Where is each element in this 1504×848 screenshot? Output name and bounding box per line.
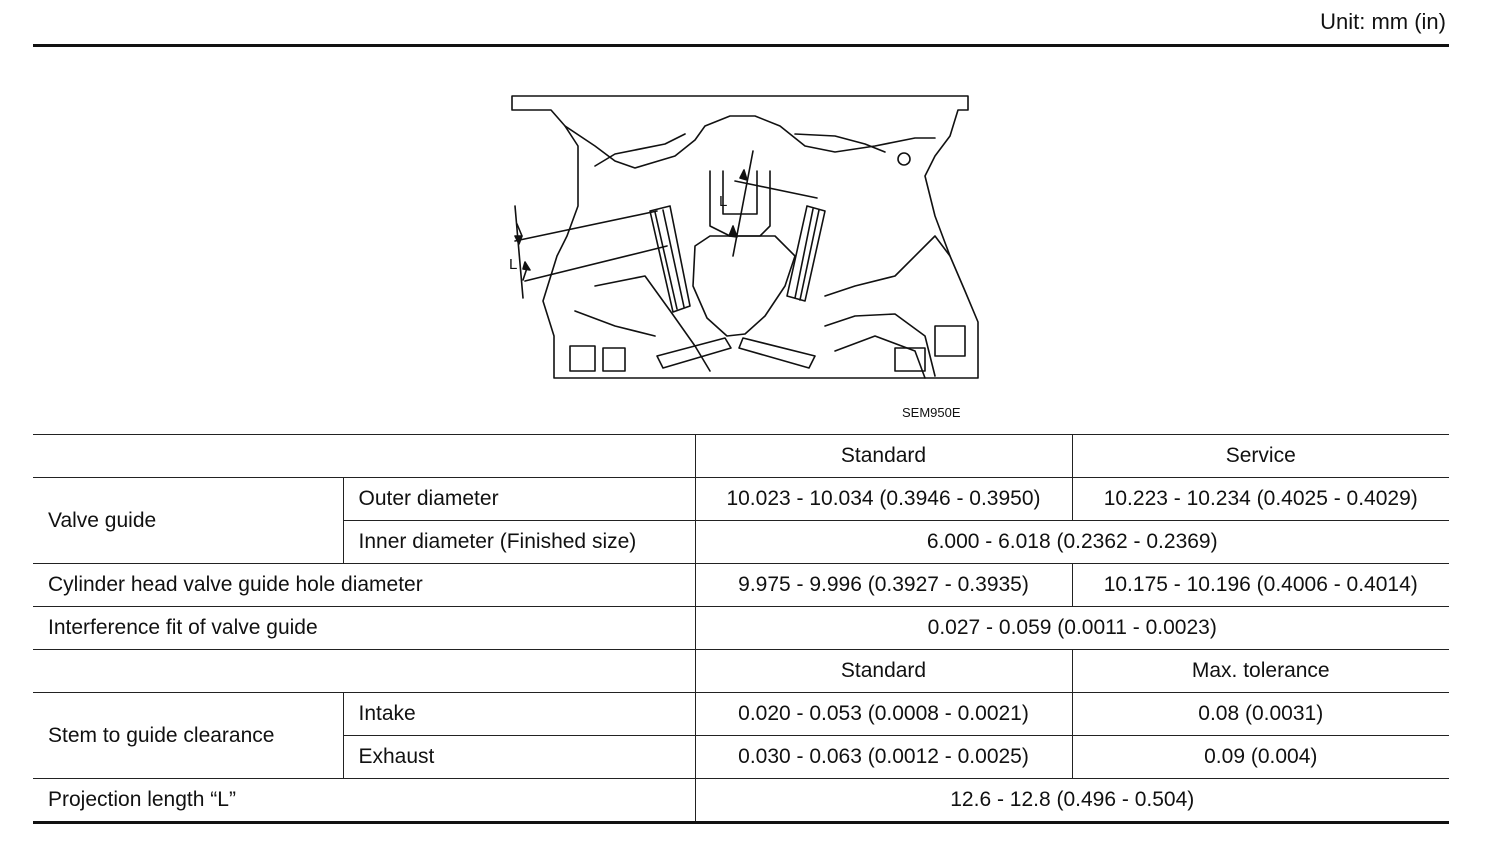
intake-standard: 0.020 - 0.053 (0.0008 - 0.0021) bbox=[695, 693, 1072, 736]
subheader-standard: Standard bbox=[695, 650, 1072, 693]
unit-label: Unit: mm (in) bbox=[1320, 9, 1446, 34]
outer-diameter-service: 10.223 - 10.234 (0.4025 - 0.4029) bbox=[1072, 478, 1449, 521]
table-row bbox=[33, 564, 1449, 607]
top-rule bbox=[33, 44, 1449, 47]
table-row bbox=[33, 607, 1449, 650]
intake-max-tolerance: 0.08 (0.0031) bbox=[1072, 693, 1449, 736]
projection-length-label: Projection length “L” bbox=[33, 779, 695, 823]
projection-length-value: 12.6 - 12.8 (0.496 - 0.504) bbox=[695, 779, 1449, 823]
hole-diameter-label: Cylinder head valve guide hole diameter bbox=[33, 564, 695, 607]
inner-diameter-label: Inner diameter (Finished size) bbox=[343, 521, 695, 564]
outer-diameter-label: Outer diameter bbox=[343, 478, 695, 521]
header-service: Service bbox=[1072, 435, 1449, 478]
table-row bbox=[33, 693, 1449, 736]
figure-code: SEM950E bbox=[902, 405, 961, 420]
interference-fit-label: Interference fit of valve guide bbox=[33, 607, 695, 650]
interference-fit-value: 0.027 - 0.059 (0.0011 - 0.0023) bbox=[695, 607, 1449, 650]
hole-diameter-service: 10.175 - 10.196 (0.4006 - 0.4014) bbox=[1072, 564, 1449, 607]
hole-diameter-standard: 9.975 - 9.996 (0.3927 - 0.3935) bbox=[695, 564, 1072, 607]
exhaust-label: Exhaust bbox=[343, 736, 695, 779]
stem-clearance-label: Stem to guide clearance bbox=[33, 693, 343, 779]
table-row bbox=[33, 478, 1449, 521]
table-header-row bbox=[33, 435, 1449, 478]
table-subheader-row bbox=[33, 650, 1449, 693]
header-standard: Standard bbox=[695, 435, 1072, 478]
valve-guide-diagram bbox=[495, 86, 995, 391]
subheader-max-tolerance: Max. tolerance bbox=[1072, 650, 1449, 693]
dimension-label-l-center: L bbox=[719, 193, 728, 210]
valve-guide-spec-table bbox=[33, 434, 1449, 824]
inner-diameter-value: 6.000 - 6.018 (0.2362 - 0.2369) bbox=[695, 521, 1449, 564]
dimension-label-l-left: L bbox=[509, 256, 518, 273]
exhaust-standard: 0.030 - 0.063 (0.0012 - 0.0025) bbox=[695, 736, 1072, 779]
exhaust-max-tolerance: 0.09 (0.004) bbox=[1072, 736, 1449, 779]
valve-guide-label: Valve guide bbox=[33, 478, 343, 564]
intake-label: Intake bbox=[343, 693, 695, 736]
outer-diameter-standard: 10.023 - 10.034 (0.3946 - 0.3950) bbox=[695, 478, 1072, 521]
table-row bbox=[33, 779, 1449, 823]
